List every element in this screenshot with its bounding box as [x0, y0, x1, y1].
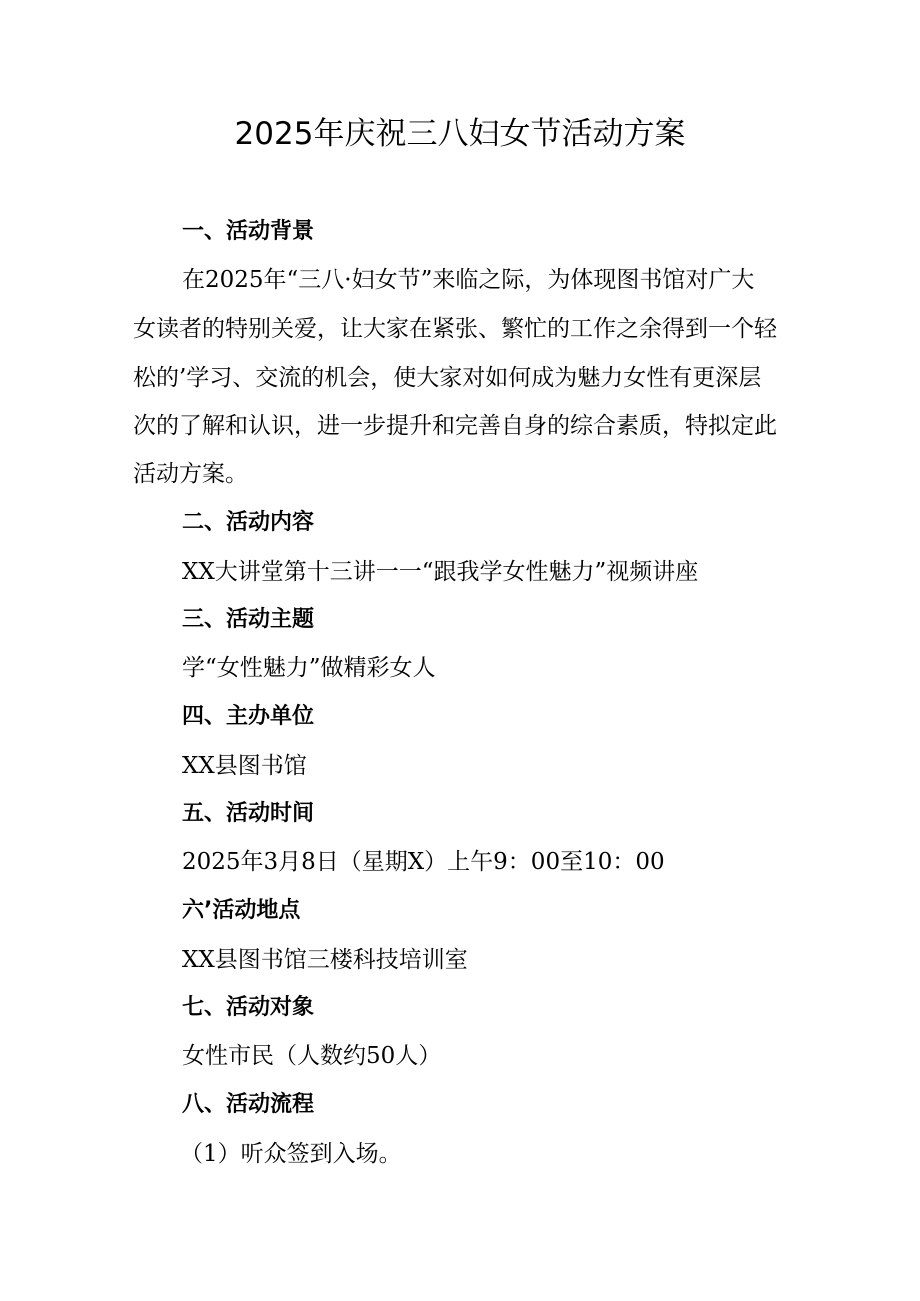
section-body: XX县图书馆	[182, 753, 307, 779]
document-title: 2025年庆祝三八妇女节活动方案	[234, 116, 686, 152]
section-body: 女性市民（人数约50人）	[182, 1043, 442, 1069]
process-step: （1）听众签到入场。	[180, 1141, 402, 1167]
paragraph-line: 女读者的特别关爱，让大家在紧张、繁忙的工作之余得到一个轻	[133, 316, 777, 342]
section-heading-audience: 七、活动对象	[182, 995, 315, 1020]
paragraph-line: 活动方案。	[133, 461, 248, 487]
section-heading-theme: 三、活动主题	[182, 607, 315, 632]
section-heading-location: 六’活动地点	[182, 898, 301, 923]
section-body: XX大讲堂第十三讲一一“跟我学女性魅力”视频讲座	[182, 559, 699, 585]
paragraph-line: 次的了解和认识，进一步提升和完善自身的综合素质，特拟定此	[133, 413, 777, 439]
section-heading-organizer: 四、主办单位	[182, 704, 315, 729]
section-heading-process: 八、活动流程	[182, 1092, 315, 1117]
section-heading-time: 五、活动时间	[182, 801, 315, 826]
section-body: XX县图书馆三楼科技培训室	[182, 947, 468, 973]
paragraph-line: 松的’学习、交流的机会，使大家对如何成为魅力女性有更深层	[133, 365, 762, 391]
section-heading-content: 二、活动内容	[182, 510, 315, 535]
paragraph-line: 在2025年“三八·妇女节”来临之际，为体现图书馆对广大	[182, 267, 755, 293]
section-heading-background: 一、活动背景	[182, 219, 315, 244]
section-body: 学“女性魅力”做精彩女人	[182, 655, 436, 681]
section-body: 2025年3月8日（星期X）上午9：00至10：00	[182, 849, 665, 875]
